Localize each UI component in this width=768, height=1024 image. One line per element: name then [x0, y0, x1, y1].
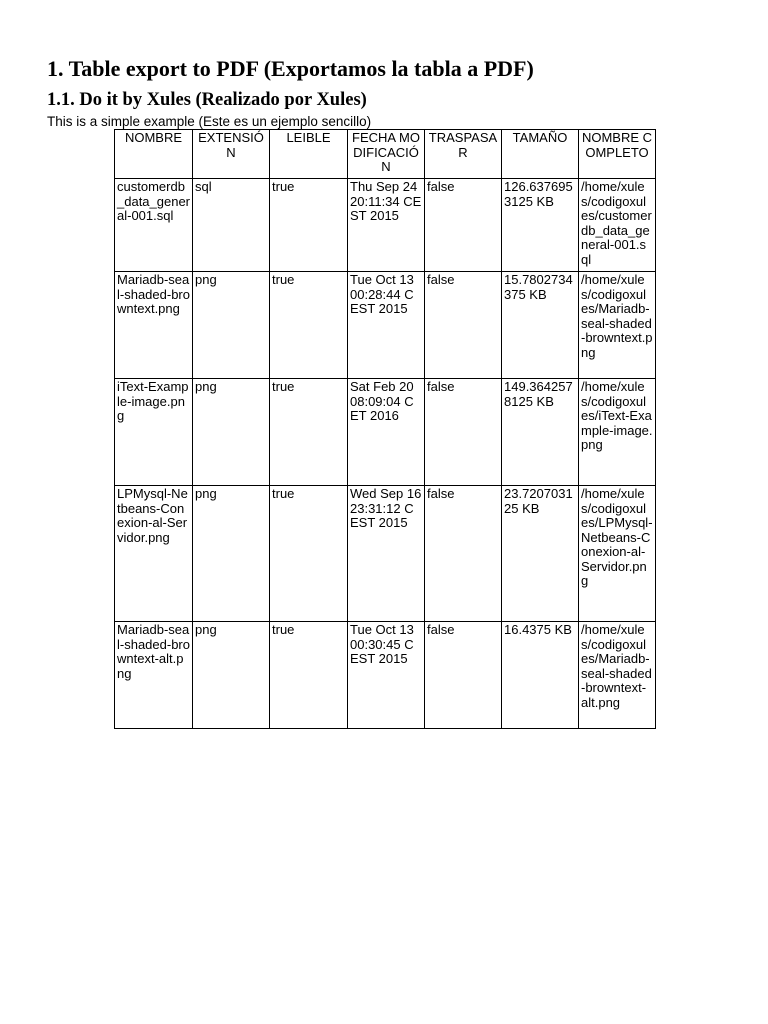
- cell-extension: png: [193, 622, 270, 729]
- column-header-tamano: TAMAÑO: [502, 130, 579, 179]
- cell-traspasar: false: [425, 379, 502, 486]
- cell-fecha-modificacion: Thu Sep 24 20:11:34 CEST 2015: [348, 179, 425, 272]
- column-header-nombre: NOMBRE: [115, 130, 193, 179]
- cell-leible: true: [270, 486, 348, 622]
- cell-traspasar: false: [425, 272, 502, 379]
- table-header-row: [115, 130, 656, 179]
- column-header-traspasar: TRASPASAR: [425, 130, 502, 179]
- table-row: [115, 379, 656, 486]
- cell-nombre: customerdb_data_general-001.sql: [115, 179, 193, 272]
- cell-extension: png: [193, 486, 270, 622]
- cell-leible: true: [270, 379, 348, 486]
- table-row: [115, 486, 656, 622]
- column-header-nombre-completo: NOMBRE COMPLETO: [579, 130, 656, 179]
- column-header-leible: LEIBLE: [270, 130, 348, 179]
- cell-nombre: iText-Example-image.png: [115, 379, 193, 486]
- cell-leible: true: [270, 622, 348, 729]
- cell-fecha-modificacion: Tue Oct 13 00:30:45 CEST 2015: [348, 622, 425, 729]
- cell-tamano: 16.4375 KB: [502, 622, 579, 729]
- cell-tamano: 149.3642578125 KB: [502, 379, 579, 486]
- cell-nombre: LPMysql-Netbeans-Conexion-al-Servidor.png: [115, 486, 193, 622]
- cell-tamano: 23.720703125 KB: [502, 486, 579, 622]
- cell-nombre-completo: /home/xules/codigoxules/Mariadb-seal-shaded-browntext-alt.png: [579, 622, 656, 729]
- cell-fecha-modificacion: Wed Sep 16 23:31:12 CEST 2015: [348, 486, 425, 622]
- cell-extension: png: [193, 379, 270, 486]
- cell-nombre: Mariadb-seal-shaded-browntext.png: [115, 272, 193, 379]
- section-heading: 1.1. Do it by Xules (Realizado por Xules): [47, 90, 367, 110]
- cell-nombre-completo: /home/xules/codigoxules/Mariadb-seal-shaded-browntext.png: [579, 272, 656, 379]
- cell-extension: sql: [193, 179, 270, 272]
- cell-traspasar: false: [425, 622, 502, 729]
- column-header-fecha-modificacion: FECHA MODIFICACIÓN: [348, 130, 425, 179]
- cell-leible: true: [270, 272, 348, 379]
- cell-fecha-modificacion: Sat Feb 20 08:09:04 CET 2016: [348, 379, 425, 486]
- cell-nombre-completo: /home/xules/codigoxules/iText-Example-image.png: [579, 379, 656, 486]
- column-header-extension: EXTENSIÓN: [193, 130, 270, 179]
- cell-leible: true: [270, 179, 348, 272]
- file-table: [114, 129, 656, 729]
- cell-tamano: 15.7802734375 KB: [502, 272, 579, 379]
- cell-nombre: Mariadb-seal-shaded-browntext-alt.png: [115, 622, 193, 729]
- cell-nombre-completo: /home/xules/codigoxules/LPMysql-Netbeans-Conexion-al-Servidor.png: [579, 486, 656, 622]
- cell-nombre-completo: /home/xules/codigoxules/customerdb_data_general-001.sql: [579, 179, 656, 272]
- cell-traspasar: false: [425, 486, 502, 622]
- cell-extension: png: [193, 272, 270, 379]
- intro-text: This is a simple example (Este es un ejemplo sencillo): [47, 114, 372, 129]
- cell-fecha-modificacion: Tue Oct 13 00:28:44 CEST 2015: [348, 272, 425, 379]
- cell-traspasar: false: [425, 179, 502, 272]
- table-row: [115, 622, 656, 729]
- cell-tamano: 126.6376953125 KB: [502, 179, 579, 272]
- table-row: [115, 179, 656, 272]
- document-title: 1. Table export to PDF (Exportamos la tabla a PDF): [47, 56, 534, 81]
- table-row: [115, 272, 656, 379]
